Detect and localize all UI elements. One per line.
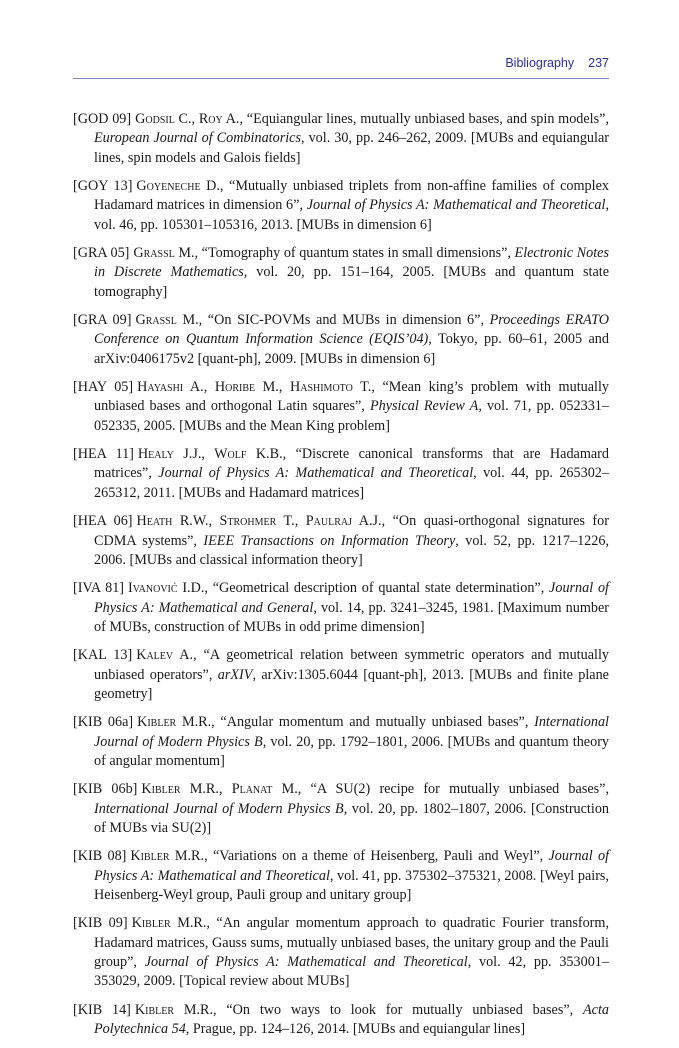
entry-key: [HAY 05] [73, 379, 134, 396]
entry-authors: Grassl M. [133, 245, 195, 262]
entry-title: , “A SU(2) recipe for mutually unbiased bases”, [297, 781, 610, 798]
entry-title: , “Variations on a theme of Heisenberg, Pauli and Weyl”, [204, 848, 549, 865]
bib-entry [73, 177, 609, 235]
bib-entry [73, 110, 609, 168]
entry-details: , arXiv:1305.6044 [quant-ph], 2013. [MUBs and finite plane geometry] [94, 666, 609, 702]
entry-authors: Hayashi A., Horibe M., Hashimoto T. [137, 379, 372, 396]
entry-venue: International Journal of Modern Physics B [94, 714, 609, 750]
entry-key: [KIB 09] [73, 915, 128, 932]
entry-title: , “On two ways to look for mutually unbiased bases”, [213, 1001, 583, 1018]
entry-details: , vol. 30, pp. 246–262, 2009. [MUBs and equiangular lines, spin models and Galois fields] [94, 130, 609, 166]
bib-entry [73, 847, 609, 905]
bib-entry [73, 512, 609, 570]
entry-title: , “Mutually unbiased triplets from non-affine families of complex Hadamard matrices in dimension 6”, [94, 178, 609, 214]
section-title: Bibliography [505, 56, 575, 70]
entry-details: , Prague, pp. 124–126, 2014. [MUBs and equiangular lines] [185, 1021, 526, 1038]
bib-entry [73, 780, 609, 838]
entry-venue: Journal of Physics A: Mathematical and Theoretical [94, 848, 610, 884]
entry-key: [HEA 06] [73, 513, 133, 530]
entry-venue: Journal of Physics A: Mathematical and Theoretical [158, 465, 474, 482]
entry-title: , “A geometrical relation between symmetric operators and mutually unbiased operators”, [94, 647, 609, 683]
entry-authors: Heath R.W., Strohmer T., Paulraj A.J. [136, 513, 382, 530]
entry-title: , “Equiangular lines, mutually unbiased bases, and spin models”, [239, 111, 609, 127]
entry-authors: Healy J.J., Wolf K.B. [137, 446, 283, 463]
entry-key: [GOY 13] [73, 178, 133, 195]
entry-details: , vol. 52, pp. 1217–1226, 2006. [MUBs and classical information theory] [94, 532, 609, 568]
entry-authors: Kibler M.R. [137, 714, 212, 731]
entry-venue: Journal of Physics A: Mathematical and Theoretical [306, 197, 606, 214]
entry-title: , “Tomography of quantum states in small dimensions”, [194, 245, 515, 262]
entry-venue: Journal of Physics A: Mathematical and General [94, 580, 609, 616]
entry-authors: Godsil C., Roy A. [135, 111, 240, 127]
entry-title: , “Angular momentum and mutually unbiased bases”, [211, 714, 535, 731]
page-number: 237 [588, 56, 609, 70]
entry-authors: Kalev A. [136, 647, 194, 664]
bib-entry [73, 914, 609, 992]
entry-venue: Acta Polytechnica 54 [94, 1001, 609, 1038]
entry-details: , vol. 14, pp. 3241–3245, 1981. [Maximum number of MUBs, construction of MUBs in odd prime dimension] [94, 599, 609, 635]
bib-entry [73, 445, 609, 503]
entry-venue: Physical Review A [369, 398, 479, 415]
entry-details: , vol. 20, pp. 1802–1807, 2006. [Construction of MUBs via SU(2)] [94, 800, 610, 836]
entry-title: , “Mean king’s problem with mutually unbiased bases and orthogonal Latin squares”, [94, 379, 609, 415]
entry-details: , vol. 44, pp. 265302–265312, 2011. [MUBs and Hadamard matrices] [94, 465, 609, 501]
entry-key: [KAL 13] [73, 647, 133, 664]
entry-venue: Electronic Notes in Discrete Mathematics [94, 245, 609, 281]
entry-key: [KIB 06b] [73, 781, 138, 798]
bib-entry [73, 713, 609, 771]
entry-authors: Ivanović I.D. [128, 580, 205, 597]
bib-entry [73, 311, 609, 369]
entry-key: [IVA 81] [73, 580, 125, 597]
entry-details: , vol. 20, pp. 1792–1801, 2006. [MUBs and quantum theory of angular momentum] [94, 733, 610, 769]
entry-authors: Kibler M.R. [131, 915, 207, 932]
entry-details: , vol. 42, pp. 353001–353029, 2009. [Topical review about MUBs] [94, 954, 609, 990]
bib-entry [73, 579, 609, 637]
entry-title: , “Discrete canonical transforms that are Hadamard matrices”, [94, 446, 610, 482]
bib-entry [73, 1001, 609, 1040]
entry-details: , vol. 46, pp. 105301–105316, 2013. [MUBs in dimension 6] [94, 197, 609, 233]
entry-details: , vol. 41, pp. 375302–375321, 2008. [Weyl pairs, Heisenberg-Weyl group, Pauli group and unitary group] [94, 867, 609, 903]
entry-venue: European Journal of Combinatorics [94, 130, 301, 147]
entry-venue: Journal of Physics A: Mathematical and Theoretical [144, 954, 468, 970]
entry-details: , Tokyo, pp. 60–61, 2005 and arXiv:0406175v2 [quant-ph], 2009. [MUBs in dimension 6] [94, 331, 609, 367]
entry-venue: International Journal of Modern Physics B [94, 800, 344, 817]
entry-key: [GRA 05] [73, 245, 130, 262]
entry-key: [KIB 14] [73, 1001, 131, 1018]
entry-authors: Grassl M. [135, 312, 199, 329]
bib-entry [73, 378, 609, 436]
bibliography-list [73, 110, 609, 1048]
bib-entry [73, 244, 609, 302]
entry-title: , “An angular momentum approach to quadratic Fourier transform, Hadamard matrices, Gauss sums, mutually unbiased bases, the unitary group and the Pauli group”, [94, 915, 609, 970]
entry-key: [KIB 08] [73, 848, 127, 865]
entry-key: [GRA 09] [73, 312, 132, 329]
entry-details: , vol. 20, pp. 151–164, 2005. [MUBs and quantum state tomography] [94, 264, 609, 300]
entry-authors: Goyeneche D. [136, 178, 220, 195]
entry-details: , vol. 71, pp. 052331–052335, 2005. [MUBs and the Mean King problem] [94, 398, 609, 434]
entry-authors: Kibler M.R. [134, 1001, 214, 1018]
bib-entry [73, 646, 609, 704]
entry-title: , “Geometrical description of quantal state determination”, [204, 580, 550, 597]
entry-venue: arXIV [217, 666, 253, 683]
entry-authors: Kibler M.R., Planat M. [141, 781, 298, 798]
entry-key: [GOD 09] [73, 111, 132, 127]
entry-venue: Proceedings ERATO Conference on Quantum Information Science (EQIS’04) [94, 312, 610, 348]
entry-venue: IEEE Transactions on Information Theory [203, 532, 456, 549]
entry-authors: Kibler M.R. [130, 848, 205, 865]
entry-key: [KIB 06a] [73, 714, 134, 731]
entry-title: , “On SIC-POVMs and MUBs in dimension 6”, [198, 312, 490, 329]
running-header [73, 56, 609, 79]
entry-title: , “On quasi-orthogonal signatures for CDMA systems”, [94, 513, 609, 549]
entry-key: [HEA 11] [73, 446, 134, 463]
